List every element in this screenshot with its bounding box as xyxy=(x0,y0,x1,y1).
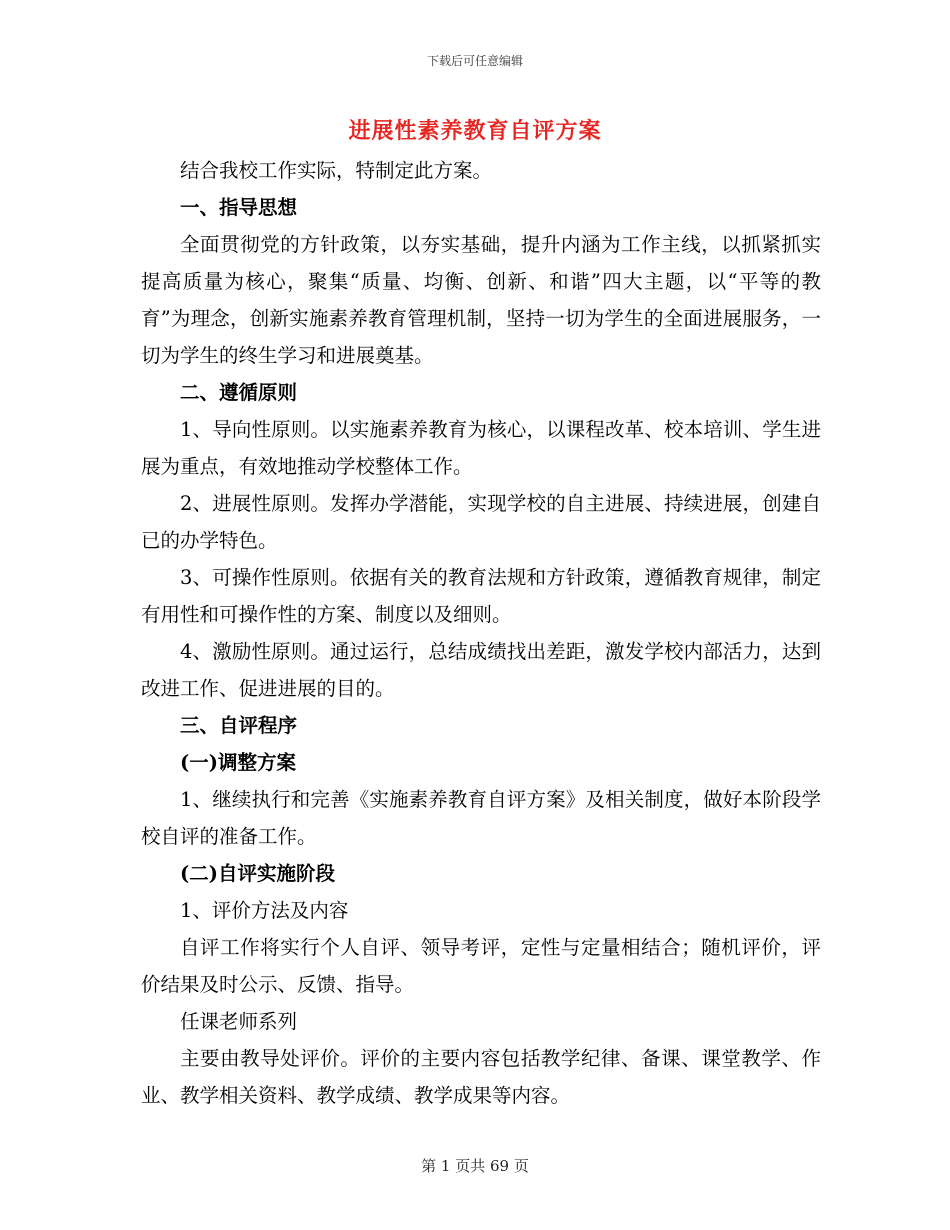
principle-2-paragraph: 2、进展性原则。发挥办学潜能，实现学校的自主进展、持续进展，创建自已的办学特色。 xyxy=(141,492,821,552)
adjust-plan-paragraph: 1、继续执行和完善《实施素养教育自评方案》及相关制度，做好本阶段学校自评的准备工作。 xyxy=(141,788,821,848)
guiding-ideology-paragraph: 全面贯彻党的方针政策，以夯实基础，提升内涵为工作主线，以抓紧抓实提高质量为核心，聚集“质量、均衡、创新、和谐”四大主题，以“平等的教育”为理念，创新实施素养教育管理机制，坚持一切为学生的全面进展服务，一切为学生的终生学习和进展奠基。 xyxy=(141,233,821,367)
document-title: 进展性素养教育自评方案 xyxy=(348,118,602,144)
subsection-heading-implementation: (二)自评实施阶段 xyxy=(180,862,335,885)
principle-3-paragraph: 3、可操作性原则。依据有关的教育法规和方针政策，遵循教育规律，制定有用性和可操作性的方案、制度以及细则。 xyxy=(141,566,821,626)
section-heading-procedure: 三、自评程序 xyxy=(180,714,298,737)
method-description-paragraph: 自评工作将实行个人自评、领导考评，定性与定量相结合；随机评价，评价结果及时公示、反馈、指导。 xyxy=(141,936,821,996)
page-number-footer: 第 1 页共 69 页 xyxy=(421,1157,529,1175)
intro-paragraph: 结合我校工作实际，特制定此方案。 xyxy=(180,159,493,182)
teacher-series-label: 任课老师系列 xyxy=(180,1010,298,1033)
teacher-evaluation-paragraph: 主要由教导处评价。评价的主要内容包括教学纪律、备课、课堂教学、作业、教学相关资料、教学成绩、教学成果等内容。 xyxy=(141,1047,821,1107)
method-title-paragraph: 1、评价方法及内容 xyxy=(180,899,349,922)
principle-4-paragraph: 4、激励性原则。通过运行，总结成绩找出差距，激发学校内部活力，达到改进工作、促进进展的目的。 xyxy=(141,640,821,700)
subsection-heading-adjust-plan: (一)调整方案 xyxy=(180,751,296,774)
section-heading-guiding-ideology: 一、指导思想 xyxy=(180,196,298,219)
section-heading-principles: 二、遵循原则 xyxy=(180,381,298,404)
document-body xyxy=(141,152,821,1114)
page-header-note: 下载后可任意编辑 xyxy=(426,54,523,68)
principle-1-paragraph: 1、导向性原则。以实施素养教育为核心，以课程改革、校本培训、学生进展为重点，有效地推动学校整体工作。 xyxy=(141,418,821,478)
